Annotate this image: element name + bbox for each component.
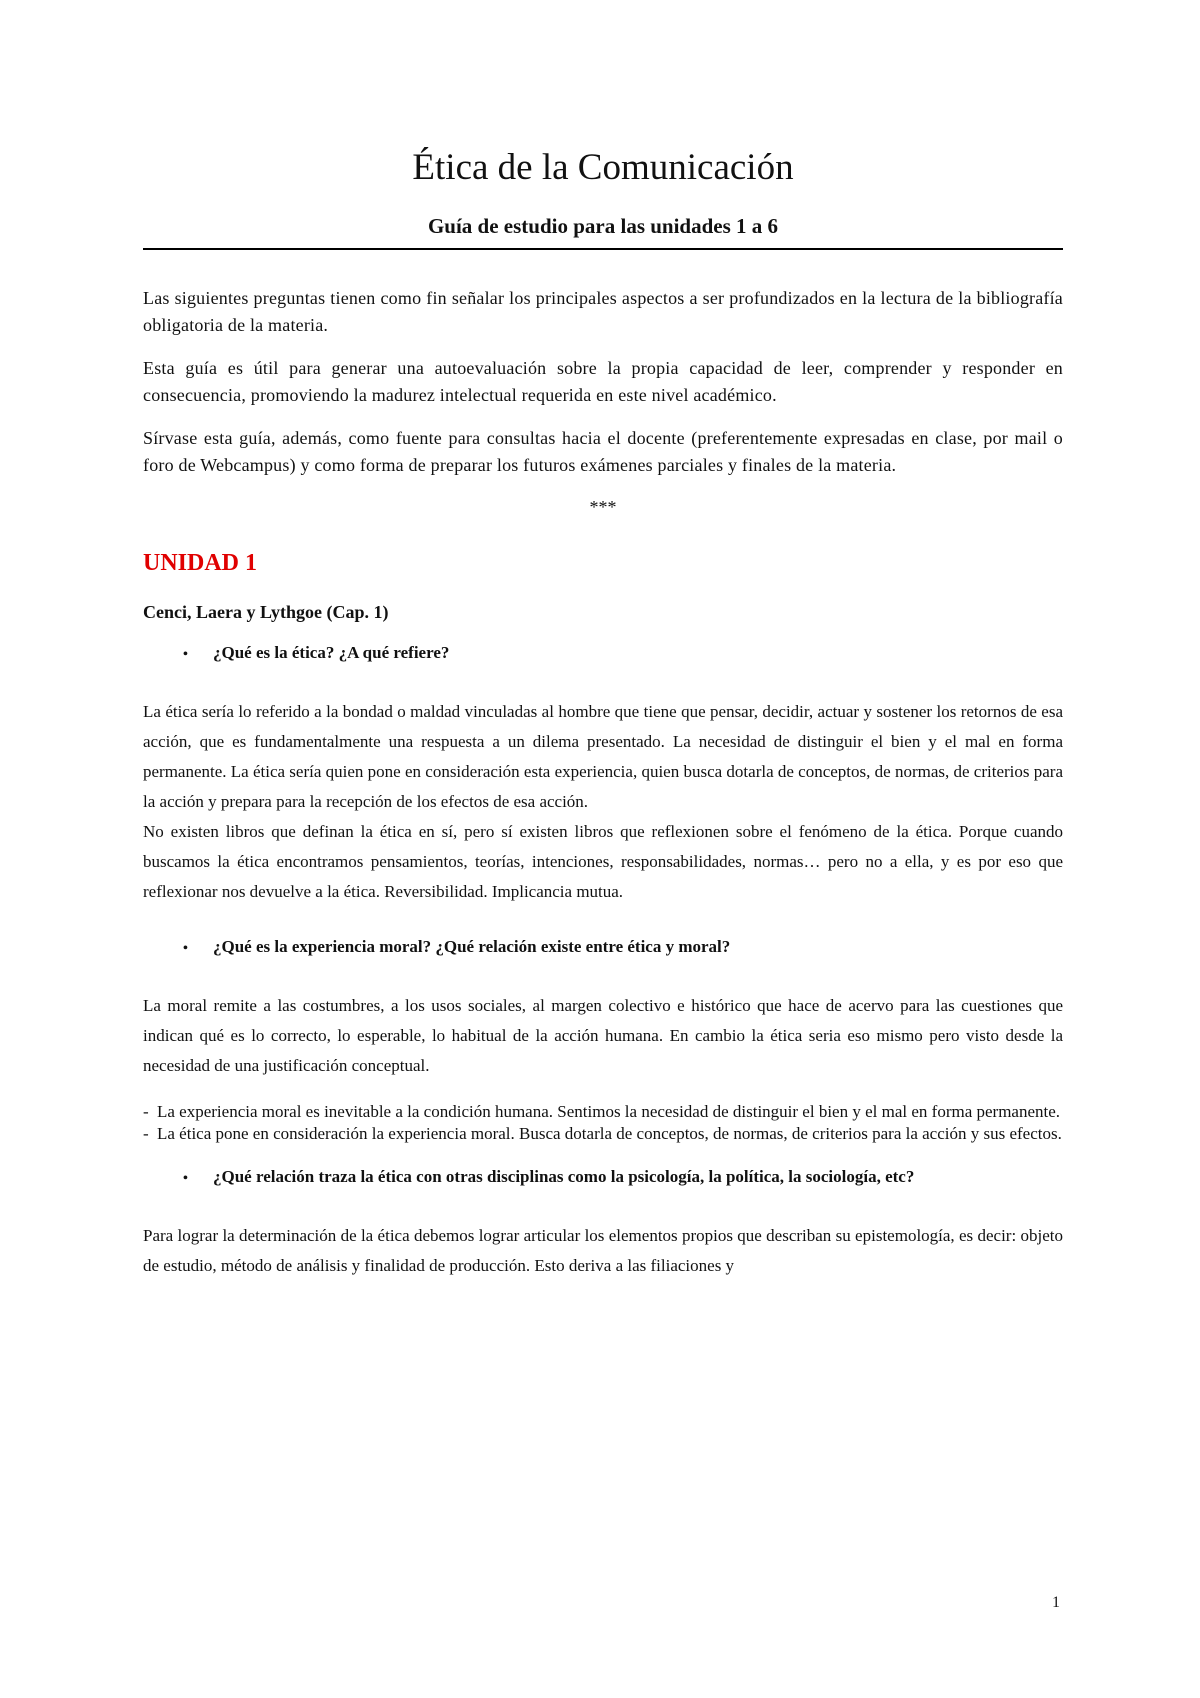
page-number: 1 (1052, 1594, 1060, 1611)
study-question (183, 935, 1063, 961)
question-text: ¿Qué es la experiencia moral? ¿Qué relación existe entre ética y moral? (213, 937, 731, 956)
bullet-icon: • (183, 647, 188, 662)
title-divider (143, 248, 1063, 250)
question-text: ¿Qué relación traza la ética con otras disciplinas como la psicología, la política, la sociología, etc? (213, 1167, 915, 1186)
dash-icon: - (143, 1102, 149, 1121)
intro-section (143, 285, 1063, 479)
answer-paragraph: No existen libros que definan la ética en sí, pero sí existen libros que reflexionen sobre el fenómeno de la ética. Porque cuando buscamos la ética encontramos pensamientos, teorías, intenciones, responsabilidades, normas… pero no a ella, y es por eso que reflexionar nos devuelve a la ética. Reversibilidad. Implicancia mutua. (143, 822, 1063, 901)
dash-icon: - (143, 1124, 149, 1143)
answer-paragraph: La moral remite a las costumbres, a los usos sociales, al margen colectivo e histórico que hace de acervo para las cuestiones que indican qué es lo correcto, lo esperable, lo habitual de la acción humana. En cambio la ética seria eso mismo pero visto desde la necesidad de una justificación conceptual. (143, 996, 1063, 1075)
author-reference: Cenci, Laera y Lythgoe (Cap. 1) (143, 602, 389, 622)
intro-paragraph: Sírvase esta guía, además, como fuente para consultas hacia el docente (preferentemente expresadas en clase, por mail o foro de Webcampus) y como forma de preparar los futuros exámenes parciales y finales de la materia. (143, 428, 1063, 475)
question-text: ¿Qué es la ética? ¿A qué refiere? (213, 643, 450, 662)
section-separator: *** (589, 497, 617, 517)
list-item-text: La experiencia moral es inevitable a la condición humana. Sentimos la necesidad de distinguir el bien y el mal en forma permanente. (157, 1102, 1061, 1121)
answer-list (143, 1101, 1063, 1145)
bullet-icon: • (183, 1171, 188, 1186)
study-question (183, 1165, 1063, 1191)
intro-paragraph: Las siguientes preguntas tienen como fin señalar los principales aspectos a ser profundizados en la lectura de la bibliografía obligatoria de la materia. (143, 288, 1063, 335)
answer-paragraph: Para lograr la determinación de la ética debemos lograr articular los elementos propios que describan su epistemología, es decir: objeto de estudio, método de análisis y finalidad de producción. Esto deriva a las filiaciones y (143, 1226, 1063, 1275)
intro-paragraph: Esta guía es útil para generar una autoevaluación sobre la propia capacidad de leer, comprender y responder en consecuencia, promoviendo la madurez intelectual requerida en este nivel académico. (143, 358, 1063, 405)
bullet-icon: • (183, 941, 188, 956)
document-title: Ética de la Comunicación (412, 147, 794, 188)
document-subtitle: Guía de estudio para las unidades 1 a 6 (427, 214, 779, 238)
list-item (143, 1101, 1063, 1123)
list-item (143, 1123, 1063, 1145)
document-body (143, 142, 1063, 1281)
answer-paragraph: La ética sería lo referido a la bondad o maldad vinculadas al hombre que tiene que pensar, decidir, actuar y sostener los retornos de esa acción, que es fundamentalmente una respuesta a un dilema presentado. La necesidad de distinguir el bien y el mal en forma permanente. La ética sería quien pone en consideración esta experiencia, quien busca dotarla de conceptos, de normas, de criterios para la acción y prepara para la recepción de los efectos de esa acción. (143, 702, 1063, 811)
study-question (183, 641, 1063, 667)
unit-heading: UNIDAD 1 (143, 550, 257, 576)
list-item-text: La ética pone en consideración la experiencia moral. Busca dotarla de conceptos, de normas, de criterios para la acción y sus efectos. (157, 1124, 1062, 1143)
